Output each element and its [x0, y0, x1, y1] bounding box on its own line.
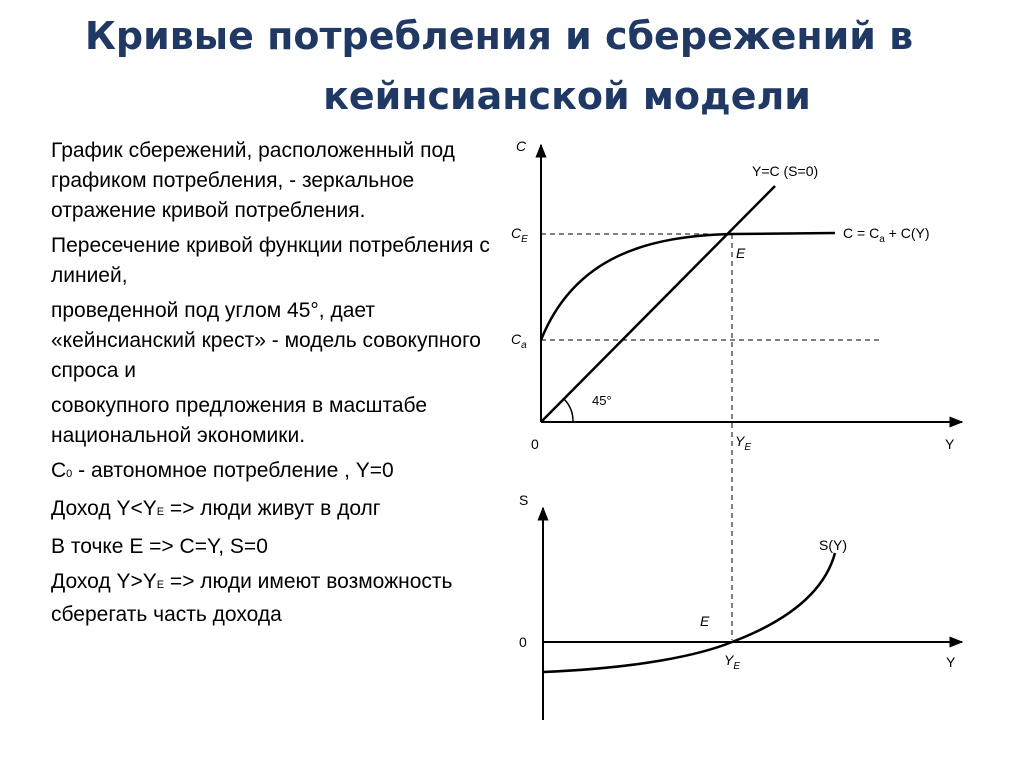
title-line-2: кейнсианской модели [323, 74, 811, 118]
ca-label [511, 331, 527, 351]
paragraph-3: проведенной под углом 45°, дает «кейнсианский крест» - модель совокупного спроса и [51, 299, 481, 382]
ye-top-subscript: E [744, 442, 752, 453]
paragraph-7: В точке E => C=Y, S=0 [51, 535, 268, 558]
p8-rest: => люди имеют возможность сберегать часть дохода [51, 570, 453, 626]
p6-pre: Доход Y<Y [51, 497, 157, 520]
c0-rest: - автономное потребление , Y=0 [72, 459, 394, 482]
title-line-1: Кривые потребления и сбережений в [84, 14, 914, 58]
bottom-origin-label: 0 [519, 634, 527, 650]
ye-top-main: Y [735, 433, 745, 449]
consumption-graph [511, 138, 962, 640]
top-origin-label: 0 [531, 436, 539, 452]
p6-subscript: E [156, 506, 165, 518]
curve-label-subscript: a [879, 234, 885, 245]
consumption-curve-label [843, 225, 929, 245]
point-e-bottom-label: E [700, 613, 710, 629]
curve-label-main: C = C [843, 225, 880, 241]
savings-curve-label: S(Y) [819, 537, 847, 553]
bottom-y-axis-label: S [519, 492, 529, 508]
paragraph-2: Пересечение кривой функции потребления с линией, [51, 234, 490, 287]
curve-label-rest: + C(Y) [884, 225, 930, 241]
c0-main: C [51, 459, 67, 482]
angle-45-label: 45° [592, 393, 612, 408]
p8-subscript: E [156, 579, 165, 591]
savings-curve [543, 553, 835, 672]
point-e-top-label: E [736, 245, 746, 261]
ye-bottom-subscript: E [733, 661, 741, 672]
ye-bottom-main: Y [724, 652, 734, 668]
ca-main: C [511, 331, 522, 347]
consumption-curve [541, 233, 835, 340]
ca-subscript: a [521, 340, 527, 351]
ce-main: C [511, 225, 522, 241]
ce-label [511, 225, 528, 245]
ce-subscript: E [521, 234, 528, 245]
ye-top-label [735, 433, 751, 453]
line-45-degree [541, 186, 775, 422]
line-45-label: Y=C (S=0) [752, 163, 819, 179]
paragraph-1: График сбережений, расположенный под графиком потребления, - зеркальное отражение кривой потребления. [51, 139, 455, 222]
p8-pre: Доход Y>Y [51, 570, 157, 593]
ye-bottom-label [724, 652, 740, 672]
angle-arc [564, 399, 573, 422]
top-x-axis-label: Y [945, 436, 955, 452]
bottom-x-axis-label: Y [946, 654, 956, 670]
savings-graph [519, 492, 962, 720]
c0-subscript: 0 [66, 468, 73, 480]
paragraph-4: совокупного предложения в масштабе национальной экономики. [51, 394, 428, 447]
p6-rest: => люди живут в долг [164, 497, 381, 520]
top-y-axis-label: C [516, 138, 527, 154]
